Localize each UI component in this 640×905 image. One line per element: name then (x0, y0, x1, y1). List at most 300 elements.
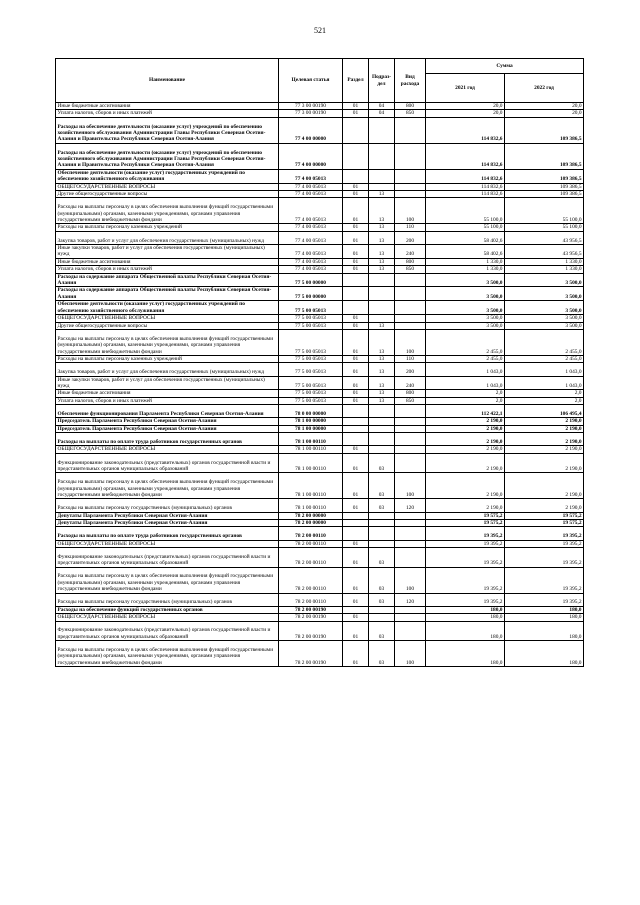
row-section-cell: 01 (343, 593, 369, 606)
table-row (56, 405, 584, 418)
row-subsection-cell (369, 405, 395, 418)
row-name-cell: Расходы на выплаты персоналу в целях обеспечения выполнения функций государственными (муниципальными) органами, казенными учреждениями, органами управления государственными внебюджетными фондами (56, 641, 279, 667)
row-sum-2022-cell: 55 100,0 (505, 224, 584, 231)
row-name-cell: Обеспечение деятельности (оказание услуг) государственных учреждений по обеспечению хозяйственного обслуживания (56, 169, 279, 183)
row-section-cell (343, 117, 369, 143)
row-sum-2021-cell: 114 832,6 (426, 143, 505, 169)
row-sum-2021-cell: 19 395,2 (426, 593, 505, 606)
row-expense-type-cell: 240 (395, 245, 426, 259)
table-row (56, 258, 584, 265)
row-article-cell: 77 4 00 05013 (279, 169, 343, 183)
row-sum-2021-cell: 2,0 (426, 390, 505, 397)
row-section-cell: 01 (343, 183, 369, 190)
row-sum-2022-cell: 19 395,2 (505, 567, 584, 593)
row-article-cell: 78 1 00 00110 (279, 473, 343, 499)
table-row (56, 110, 584, 117)
header-section: Раздел (343, 59, 369, 103)
table-header (56, 59, 584, 103)
row-sum-2021-cell: 2 190,0 (426, 418, 505, 425)
row-sum-2022-cell: 2 455,0 (505, 355, 584, 362)
table-row (56, 641, 584, 667)
row-section-cell: 01 (343, 355, 369, 362)
row-section-cell (343, 418, 369, 425)
row-subsection-cell (369, 446, 395, 453)
row-name-cell: Расходы на выплаты персоналу в целях обеспечения выполнения функций государственными (муниципальными) органами, казенными учреждениями, органами управления государственными внебюджетными фондами (56, 329, 279, 355)
row-sum-2022-cell: 3 500,0 (505, 287, 584, 301)
row-name-cell: Расходы на выплаты персоналу в целях обеспечения выполнения функций государственными (муниципальными) органами, казенными учреждениями, органами управления государственными внебюджетными фондами (56, 473, 279, 499)
table-row (56, 287, 584, 301)
row-name-cell: ОБЩЕГОСУДАРСТВЕННЫЕ ВОПРОСЫ (56, 540, 279, 547)
row-sum-2021-cell: 19 575,2 (426, 519, 505, 526)
row-sum-2022-cell: 2,0 (505, 390, 584, 397)
row-expense-type-cell: 800 (395, 258, 426, 265)
row-subsection-cell (369, 512, 395, 519)
row-subsection-cell: 03 (369, 567, 395, 593)
table-row (56, 103, 584, 110)
row-sum-2021-cell: 2 190,0 (426, 446, 505, 453)
row-sum-2021-cell: 114 832,6 (426, 169, 505, 183)
row-sum-2022-cell: 19 395,2 (505, 527, 584, 540)
row-sum-2022-cell: 180,0 (505, 621, 584, 641)
row-sum-2022-cell: 2 190,0 (505, 418, 584, 425)
row-expense-type-cell: 240 (395, 376, 426, 390)
row-sum-2022-cell: 2,0 (505, 397, 584, 404)
row-sum-2022-cell: 55 100,0 (505, 198, 584, 224)
row-expense-type-cell: 800 (395, 390, 426, 397)
table-row (56, 224, 584, 231)
row-expense-type-cell (395, 540, 426, 547)
row-subsection-cell: 03 (369, 453, 395, 473)
table-row (56, 355, 584, 362)
row-sum-2021-cell: 1 330,0 (426, 258, 505, 265)
table-row (56, 453, 584, 473)
row-name-cell: Иные бюджетные ассигнования (56, 103, 279, 110)
row-sum-2022-cell: 2 190,0 (505, 433, 584, 446)
row-expense-type-cell (395, 405, 426, 418)
row-article-cell: 77 5 00 00000 (279, 273, 343, 287)
row-subsection-cell: 03 (369, 593, 395, 606)
header-year-2022: 2022 год (505, 74, 584, 103)
row-sum-2021-cell: 2 190,0 (426, 453, 505, 473)
row-section-cell (343, 143, 369, 169)
row-sum-2021-cell: 114 832,6 (426, 191, 505, 198)
row-subsection-cell (369, 425, 395, 432)
row-section-cell: 01 (343, 567, 369, 593)
header-subsection: Подраз-дел (369, 59, 395, 103)
table-row (56, 614, 584, 621)
row-subsection-cell (369, 183, 395, 190)
row-sum-2021-cell: 19 395,2 (426, 547, 505, 567)
row-section-cell (343, 273, 369, 287)
row-subsection-cell (369, 540, 395, 547)
table-row (56, 117, 584, 143)
row-sum-2021-cell: 1 043,0 (426, 363, 505, 376)
row-section-cell: 01 (343, 363, 369, 376)
row-sum-2021-cell: 3 500,0 (426, 287, 505, 301)
table-row (56, 315, 584, 322)
row-expense-type-cell (395, 301, 426, 315)
row-section-cell: 01 (343, 453, 369, 473)
row-sum-2021-cell: 2 190,0 (426, 433, 505, 446)
row-sum-2021-cell: 114 832,6 (426, 117, 505, 143)
row-subsection-cell: 13 (369, 198, 395, 224)
row-subsection-cell (369, 143, 395, 169)
row-sum-2022-cell: 1 330,0 (505, 266, 584, 273)
table-row (56, 198, 584, 224)
row-sum-2021-cell: 55 100,0 (426, 198, 505, 224)
table-row (56, 593, 584, 606)
row-article-cell: 78 2 00 00000 (279, 519, 343, 526)
row-expense-type-cell (395, 453, 426, 473)
row-article-cell: 77 5 00 05013 (279, 315, 343, 322)
row-subsection-cell: 13 (369, 397, 395, 404)
table-row (56, 273, 584, 287)
row-section-cell: 01 (343, 315, 369, 322)
row-sum-2021-cell: 2 455,0 (426, 355, 505, 362)
row-subsection-cell: 03 (369, 499, 395, 512)
row-section-cell: 01 (343, 266, 369, 273)
row-sum-2021-cell: 58 402,6 (426, 245, 505, 259)
row-subsection-cell: 03 (369, 621, 395, 641)
row-name-cell: Уплата налогов, сборов и иных платежей (56, 397, 279, 404)
table-row (56, 397, 584, 404)
row-sum-2021-cell: 3 500,0 (426, 315, 505, 322)
row-name-cell: Иные закупки товаров, работ и услуг для обеспечения государственных (муниципальных) нужд (56, 245, 279, 259)
row-section-cell: 01 (343, 245, 369, 259)
row-name-cell: Расходы на обеспечение деятельности (оказание услуг) учреждений по обеспечению хозяйственного обслуживания Администрации Главы Республики Северная Осетия-Алания и Правительства Республики Северная Осетия-Алания (56, 117, 279, 143)
row-expense-type-cell (395, 614, 426, 621)
row-sum-2022-cell: 1 330,0 (505, 258, 584, 265)
row-expense-type-cell: 120 (395, 593, 426, 606)
row-subsection-cell: 03 (369, 641, 395, 667)
row-name-cell: Функционирование законодательных (представительных) органов государственной власти и представительных органов муниципальных образований (56, 621, 279, 641)
row-sum-2022-cell: 109 386,5 (505, 183, 584, 190)
row-subsection-cell: 13 (369, 231, 395, 244)
table-row (56, 621, 584, 641)
row-section-cell: 01 (343, 329, 369, 355)
row-expense-type-cell: 120 (395, 499, 426, 512)
row-expense-type-cell: 110 (395, 355, 426, 362)
row-sum-2022-cell: 20,0 (505, 103, 584, 110)
row-expense-type-cell (395, 512, 426, 519)
row-article-cell: 77 4 00 05013 (279, 191, 343, 198)
table-row (56, 376, 584, 390)
row-section-cell (343, 287, 369, 301)
row-sum-2022-cell: 2 455,0 (505, 329, 584, 355)
row-expense-type-cell (395, 519, 426, 526)
row-section-cell (343, 606, 369, 613)
row-article-cell: 77 4 00 05013 (279, 198, 343, 224)
row-name-cell: Председатель Парламента Республики Северная Осетия-Алания (56, 418, 279, 425)
row-sum-2022-cell: 109 386,5 (505, 191, 584, 198)
row-subsection-cell: 13 (369, 355, 395, 362)
row-section-cell: 01 (343, 103, 369, 110)
row-sum-2022-cell: 180,0 (505, 614, 584, 621)
header-sum: Сумма (426, 59, 584, 74)
row-sum-2022-cell: 2 190,0 (505, 453, 584, 473)
header-year-2021: 2021 год (426, 74, 505, 103)
row-name-cell: Депутаты Парламента Республики Северная Осетия-Алания (56, 512, 279, 519)
row-expense-type-cell (395, 143, 426, 169)
table-row (56, 425, 584, 432)
row-subsection-cell (369, 606, 395, 613)
header-expense-type: Вид расхода (395, 59, 426, 103)
row-name-cell: Функционирование законодательных (представительных) органов государственной власти и представительных органов муниципальных образований (56, 453, 279, 473)
row-expense-type-cell: 100 (395, 567, 426, 593)
header-article: Целевая статья (279, 59, 343, 103)
row-expense-type-cell (395, 547, 426, 567)
table-row (56, 519, 584, 526)
row-article-cell: 77 4 00 00000 (279, 143, 343, 169)
row-section-cell (343, 301, 369, 315)
row-article-cell: 77 5 00 05013 (279, 390, 343, 397)
row-name-cell: ОБЩЕГОСУДАРСТВЕННЫЕ ВОПРОСЫ (56, 315, 279, 322)
table-row (56, 183, 584, 190)
row-article-cell: 78 2 00 00110 (279, 527, 343, 540)
row-article-cell: 78 2 00 00110 (279, 593, 343, 606)
row-article-cell: 78 0 00 00000 (279, 405, 343, 418)
row-section-cell: 01 (343, 258, 369, 265)
row-name-cell: Расходы на выплаты персоналу в целях обеспечения выполнения функций государственными (муниципальными) органами, казенными учреждениями, органами управления государственными внебюджетными фондами (56, 567, 279, 593)
row-expense-type-cell (395, 418, 426, 425)
table-row (56, 473, 584, 499)
row-article-cell: 77 4 00 05013 (279, 224, 343, 231)
row-expense-type-cell (395, 446, 426, 453)
row-name-cell: Иные закупки товаров, работ и услуг для обеспечения государственных (муниципальных) нужд (56, 376, 279, 390)
row-expense-type-cell: 100 (395, 641, 426, 667)
row-article-cell: 78 2 00 00190 (279, 614, 343, 621)
row-section-cell: 01 (343, 621, 369, 641)
table-row (56, 540, 584, 547)
row-sum-2021-cell: 20,0 (426, 103, 505, 110)
row-subsection-cell: 13 (369, 258, 395, 265)
row-article-cell: 77 4 00 05013 (279, 245, 343, 259)
row-article-cell: 78 2 00 00110 (279, 547, 343, 567)
header-name: Наименование (56, 59, 279, 103)
row-sum-2021-cell: 1 330,0 (426, 266, 505, 273)
table-row (56, 245, 584, 259)
row-sum-2021-cell: 55 100,0 (426, 224, 505, 231)
table-row (56, 433, 584, 446)
row-subsection-cell (369, 169, 395, 183)
row-expense-type-cell (395, 183, 426, 190)
row-article-cell: 77 5 00 05013 (279, 329, 343, 355)
row-subsection-cell (369, 418, 395, 425)
row-section-cell: 01 (343, 322, 369, 329)
row-sum-2022-cell: 19 395,2 (505, 593, 584, 606)
row-article-cell: 77 3 00 00190 (279, 103, 343, 110)
row-name-cell: Функционирование законодательных (представительных) органов государственной власти и представительных органов муниципальных образований (56, 547, 279, 567)
table-row (56, 606, 584, 613)
row-article-cell: 77 4 00 05013 (279, 266, 343, 273)
table-row (56, 322, 584, 329)
row-expense-type-cell (395, 273, 426, 287)
row-name-cell: ОБЩЕГОСУДАРСТВЕННЫЕ ВОПРОСЫ (56, 446, 279, 453)
row-sum-2021-cell: 19 575,2 (426, 512, 505, 519)
table-row (56, 567, 584, 593)
row-section-cell: 01 (343, 547, 369, 567)
table-row (56, 446, 584, 453)
row-subsection-cell (369, 301, 395, 315)
row-sum-2022-cell: 20,0 (505, 110, 584, 117)
row-sum-2021-cell: 114 832,6 (426, 183, 505, 190)
row-expense-type-cell (395, 169, 426, 183)
row-sum-2022-cell: 2 190,0 (505, 425, 584, 432)
row-subsection-cell: 13 (369, 224, 395, 231)
row-section-cell: 01 (343, 390, 369, 397)
row-expense-type-cell (395, 621, 426, 641)
row-section-cell: 01 (343, 397, 369, 404)
row-sum-2022-cell: 19 395,2 (505, 547, 584, 567)
row-section-cell (343, 405, 369, 418)
row-sum-2021-cell: 58 402,6 (426, 231, 505, 244)
row-expense-type-cell (395, 287, 426, 301)
row-expense-type-cell (395, 315, 426, 322)
row-sum-2022-cell: 180,0 (505, 606, 584, 613)
row-sum-2022-cell: 1 043,0 (505, 363, 584, 376)
table-row (56, 231, 584, 244)
row-subsection-cell: 13 (369, 266, 395, 273)
row-expense-type-cell (395, 606, 426, 613)
budget-table (55, 58, 584, 667)
row-expense-type-cell: 200 (395, 231, 426, 244)
row-section-cell: 01 (343, 110, 369, 117)
row-subsection-cell: 04 (369, 110, 395, 117)
row-sum-2021-cell: 2 455,0 (426, 329, 505, 355)
row-sum-2021-cell: 20,0 (426, 110, 505, 117)
row-name-cell: Расходы на выплаты по оплате труда работников государственных органов (56, 433, 279, 446)
row-subsection-cell (369, 614, 395, 621)
row-article-cell: 78 2 00 00190 (279, 606, 343, 613)
row-name-cell: Уплата налогов, сборов и иных платежей (56, 110, 279, 117)
row-sum-2021-cell: 180,0 (426, 641, 505, 667)
row-section-cell (343, 169, 369, 183)
row-subsection-cell: 13 (369, 191, 395, 198)
row-sum-2022-cell: 109 386,5 (505, 117, 584, 143)
row-name-cell: Расходы на содержание аппарата Общественной палаты Республики Северная Осетия-Алания (56, 287, 279, 301)
row-article-cell: 77 4 00 05013 (279, 183, 343, 190)
row-expense-type-cell (395, 527, 426, 540)
row-name-cell: Уплата налогов, сборов и иных платежей (56, 266, 279, 273)
row-name-cell: Расходы на выплаты персоналу государственных (муниципальных) органов (56, 499, 279, 512)
row-name-cell: Расходы на выплаты персоналу казенных учреждений (56, 355, 279, 362)
row-name-cell: Председатель Парламента Республики Северная Осетия-Алания (56, 425, 279, 432)
row-expense-type-cell (395, 425, 426, 432)
row-sum-2022-cell: 19 575,2 (505, 512, 584, 519)
row-sum-2021-cell: 2 190,0 (426, 473, 505, 499)
row-name-cell: Обеспечение функционирования Парламента Республики Северная Осетия-Алания (56, 405, 279, 418)
row-article-cell: 77 4 00 00000 (279, 117, 343, 143)
row-name-cell: ОБЩЕГОСУДАРСТВЕННЫЕ ВОПРОСЫ (56, 614, 279, 621)
table-row (56, 547, 584, 567)
row-sum-2022-cell: 180,0 (505, 641, 584, 667)
row-name-cell: ОБЩЕГОСУДАРСТВЕННЫЕ ВОПРОСЫ (56, 183, 279, 190)
row-subsection-cell (369, 117, 395, 143)
row-expense-type-cell (395, 433, 426, 446)
row-sum-2021-cell: 3 500,0 (426, 322, 505, 329)
row-name-cell: Другие общегосударственные вопросы (56, 322, 279, 329)
row-section-cell: 01 (343, 540, 369, 547)
row-subsection-cell: 13 (369, 376, 395, 390)
row-subsection-cell: 13 (369, 390, 395, 397)
row-sum-2021-cell: 1 043,0 (426, 376, 505, 390)
row-section-cell: 01 (343, 231, 369, 244)
row-sum-2022-cell: 106 495,4 (505, 405, 584, 418)
row-name-cell: Расходы на выплаты персоналу в целях обеспечения выполнения функций государственными (муниципальными) органами, казенными учреждениями, органами управления государственными внебюджетными фондами (56, 198, 279, 224)
row-subsection-cell: 13 (369, 329, 395, 355)
row-expense-type-cell (395, 117, 426, 143)
row-name-cell: Расходы на выплаты персоналу государственных (муниципальных) органов (56, 593, 279, 606)
row-sum-2021-cell: 3 500,0 (426, 301, 505, 315)
row-sum-2021-cell: 19 395,2 (426, 527, 505, 540)
row-article-cell: 77 5 00 05013 (279, 301, 343, 315)
row-sum-2021-cell: 3 500,0 (426, 273, 505, 287)
row-section-cell (343, 433, 369, 446)
row-sum-2021-cell: 180,0 (426, 621, 505, 641)
row-article-cell: 77 5 00 05013 (279, 363, 343, 376)
row-sum-2022-cell: 109 386,5 (505, 169, 584, 183)
row-sum-2021-cell: 180,0 (426, 606, 505, 613)
table-row (56, 143, 584, 169)
row-article-cell: 78 1 00 00000 (279, 425, 343, 432)
row-subsection-cell: 13 (369, 363, 395, 376)
row-sum-2021-cell: 2 190,0 (426, 425, 505, 432)
row-subsection-cell: 13 (369, 322, 395, 329)
row-sum-2021-cell: 19 395,2 (426, 567, 505, 593)
row-sum-2022-cell: 109 386,5 (505, 143, 584, 169)
row-subsection-cell (369, 527, 395, 540)
row-sum-2022-cell: 43 956,5 (505, 245, 584, 259)
row-article-cell: 78 2 00 00000 (279, 512, 343, 519)
row-article-cell: 77 4 00 05013 (279, 258, 343, 265)
row-section-cell (343, 527, 369, 540)
row-sum-2022-cell: 1 043,0 (505, 376, 584, 390)
row-section-cell: 01 (343, 641, 369, 667)
row-article-cell: 78 1 00 00110 (279, 453, 343, 473)
table-row (56, 390, 584, 397)
row-sum-2022-cell: 3 500,0 (505, 301, 584, 315)
row-expense-type-cell (395, 322, 426, 329)
row-subsection-cell (369, 273, 395, 287)
row-subsection-cell: 13 (369, 245, 395, 259)
row-name-cell: Расходы на содержание аппарата Общественной палаты Республики Северная Осетия-Алания (56, 273, 279, 287)
row-expense-type-cell: 850 (395, 397, 426, 404)
row-article-cell: 78 1 00 00110 (279, 499, 343, 512)
row-expense-type-cell (395, 191, 426, 198)
row-section-cell: 01 (343, 224, 369, 231)
row-expense-type-cell: 100 (395, 473, 426, 499)
row-name-cell: Другие общегосударственные вопросы (56, 191, 279, 198)
table-row (56, 329, 584, 355)
row-sum-2022-cell: 2 190,0 (505, 499, 584, 512)
row-article-cell: 77 4 00 05013 (279, 231, 343, 244)
row-subsection-cell (369, 287, 395, 301)
row-expense-type-cell: 850 (395, 110, 426, 117)
row-name-cell: Депутаты Парламента Республики Северная Осетия-Алания (56, 519, 279, 526)
table-row (56, 266, 584, 273)
row-article-cell: 78 2 00 00110 (279, 540, 343, 547)
table-row (56, 169, 584, 183)
row-article-cell: 77 5 00 00000 (279, 287, 343, 301)
row-sum-2022-cell: 19 575,2 (505, 519, 584, 526)
table-row (56, 512, 584, 519)
row-expense-type-cell: 800 (395, 103, 426, 110)
row-section-cell (343, 519, 369, 526)
row-sum-2022-cell: 2 190,0 (505, 446, 584, 453)
row-sum-2022-cell: 3 500,0 (505, 273, 584, 287)
row-sum-2022-cell: 43 956,5 (505, 231, 584, 244)
row-section-cell: 01 (343, 376, 369, 390)
